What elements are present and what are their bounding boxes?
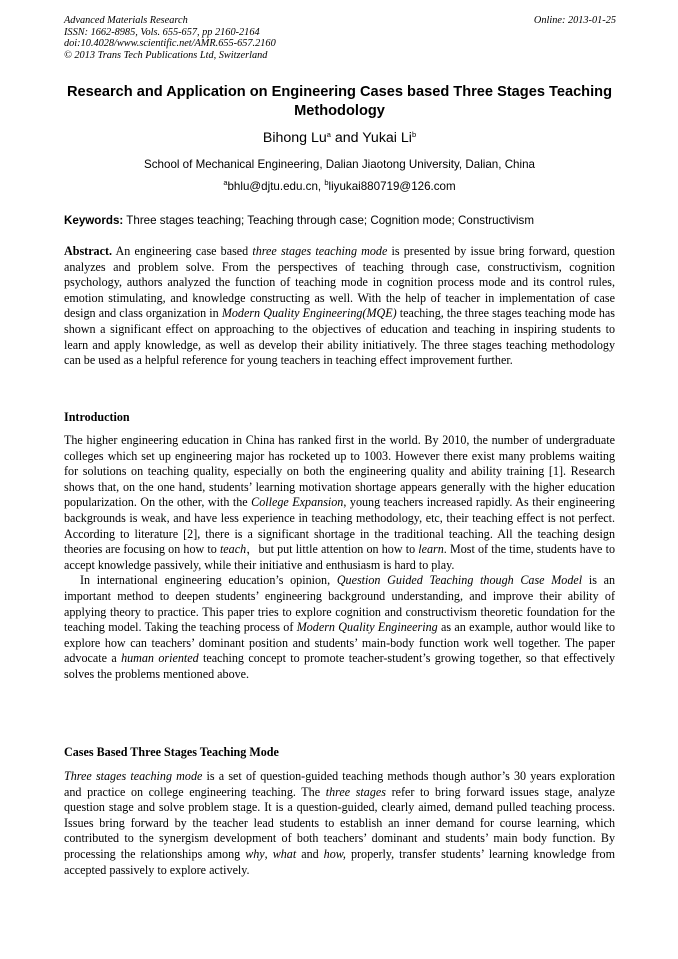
affiliation: School of Mechanical Engineering, Dalian Jiaotong University, Dalian, China (144, 158, 535, 171)
italic-run: Modern Quality Engineering(MQE) (221, 306, 397, 321)
email-address: liyukai880719@126.com (328, 180, 456, 193)
text-run: and (296, 846, 324, 861)
text-run: . Most of the time, students have to accept knowledge passively, while their initiative and enthusiasm is hard to play. (64, 542, 615, 572)
italic-run: three stages (325, 784, 386, 799)
paper-title: Research and Application on Engineering Cases based Three Stages Teaching Methodology (67, 84, 612, 119)
author-superscript: a (326, 130, 331, 139)
italic-run: Three stages teaching mode (64, 769, 203, 783)
italic-run: how, (323, 846, 346, 861)
keywords-label: Keywords: (64, 214, 124, 227)
text-run: , young teachers increased rapidly. As their engineering backgrounds is weak, and have less experience in teaching methodology, etc, their teaching effect is not perfect. According to literature [2], there is a significant shortage in the traditional teaching. All the teaching design theories are focusing on how to (64, 495, 615, 557)
text-run: In international engineering education’s opinion, (80, 573, 337, 588)
email-superscript: b (324, 178, 329, 187)
italic-run: what (272, 846, 297, 861)
email-line (64, 180, 615, 193)
doi-line: doi:10.4028/www.scientific.net/AMR.655-657.2160 (64, 38, 276, 50)
abstract (64, 244, 615, 369)
keywords (64, 214, 615, 227)
text-run: teaching, the three stages teaching mode has shown a significant effect on approaching to the objectives of education and teaching in inspiring students to learn and apply knowledge, as well as develop their ability initiatively. The three stages teaching methodology can be used as a helpful reference for young teachers in teaching effect improvement further. (64, 306, 615, 368)
introduction-body (64, 433, 615, 683)
text-run: properly, transfer students’ learning knowledge from accepted passively to explore actively. (64, 846, 616, 877)
copyright-line: © 2013 Trans Tech Publications Ltd, Switzerland (64, 49, 268, 61)
text-run: refer to bring forward issues stage, analyze question stage and solve problem stage. It is a question-guided, clearly aimed, demand pulled teaching process. Issues bring forward by the teacher lead students to establish an inner demand for course learning, which contributed to the synergism development of both teachers’ dominant and students’ main body function. By processing the relationships among (64, 784, 615, 861)
paragraph (64, 433, 615, 573)
italic-run: three stages teaching mode (252, 244, 388, 258)
italic-run: Question Guided Teaching though Case Model (336, 573, 583, 588)
online-date: Online: 2013-01-25 (533, 15, 616, 26)
text-run: as an example, author would like to explore how can teachers’ dominant position and students’ main-body function work well together. The paper advocate a (64, 620, 616, 666)
text-run: ，but put little attention on how to (246, 542, 419, 557)
italic-run: why (245, 846, 265, 861)
text-run: is an important method to deepen students’ engineering background understanding, and improve their ability of applying theory to practice. This paper tries to explore cognition and constructivism theoretic foundation for the teaching model. Taking the teaching process of (64, 573, 616, 635)
journal-header (64, 15, 616, 61)
issn-line: ISSN: 1662-8985, Vols. 655-657, pp 2160-2164 (64, 26, 260, 38)
paragraph (64, 573, 615, 682)
text-run: teaching concept to promote teacher-student’s growing together, so that effectively solves the problems mentioned above. (64, 651, 616, 681)
section-heading-cases: Cases Based Three Stages Teaching Mode (64, 745, 279, 759)
italic-run: human oriented (121, 651, 199, 666)
paragraph (64, 769, 615, 878)
email-address: bhlu@djtu.edu.cn, (227, 180, 325, 193)
text-run: An engineering case based (112, 244, 253, 258)
italic-run: Modern Quality Engineering (296, 620, 438, 635)
author-line (64, 130, 615, 146)
cases-body (64, 769, 615, 878)
section-heading-introduction: Introduction (64, 410, 130, 424)
journal-name: Advanced Materials Research (64, 15, 188, 26)
italic-run: College Expansion (251, 495, 344, 510)
text-run: , (264, 846, 273, 861)
keywords-text: Three stages teaching; Teaching through case; Cognition mode; Constructivism (123, 214, 535, 227)
italic-run: teach (219, 542, 247, 557)
text-run: The higher engineering education in China has ranked first in the world. By 2010, the number of undergraduate colleges which set up engineering major has rocketed up to 1003. However there exist many problems waiting for solutions on teaching quality, especially on both the engineering quality and ability training [1]. Research shows that, on the one hand, students’ learning motivation shortage appears generally with the higher education popularization. On the other, with the (64, 433, 615, 510)
author-name: Bihong Lu (262, 130, 327, 146)
author-superscript: b (411, 130, 417, 139)
author-conjunction: and (330, 130, 363, 146)
author-name: Yukai Li (362, 130, 412, 146)
abstract-paragraph (64, 244, 615, 369)
italic-run: learn (418, 542, 444, 557)
email-superscript: a (223, 178, 228, 187)
text-run: is presented by issue bring forward, question analyzes and problem solve. From the perspectives of teaching through case, constructivism, cognition psychology, authors analyzed the function of teaching mode in cognition process mode and its control rules, emotion stimulating, and knowledge constructing as well. With the help of teacher in implementation of case design and class organization in (64, 244, 615, 321)
abstract-label: Abstract. (64, 244, 113, 258)
text-run: is a set of question-guided teaching methods though author’s 30 years exploration and practice on college engineering teaching. The (64, 769, 615, 799)
